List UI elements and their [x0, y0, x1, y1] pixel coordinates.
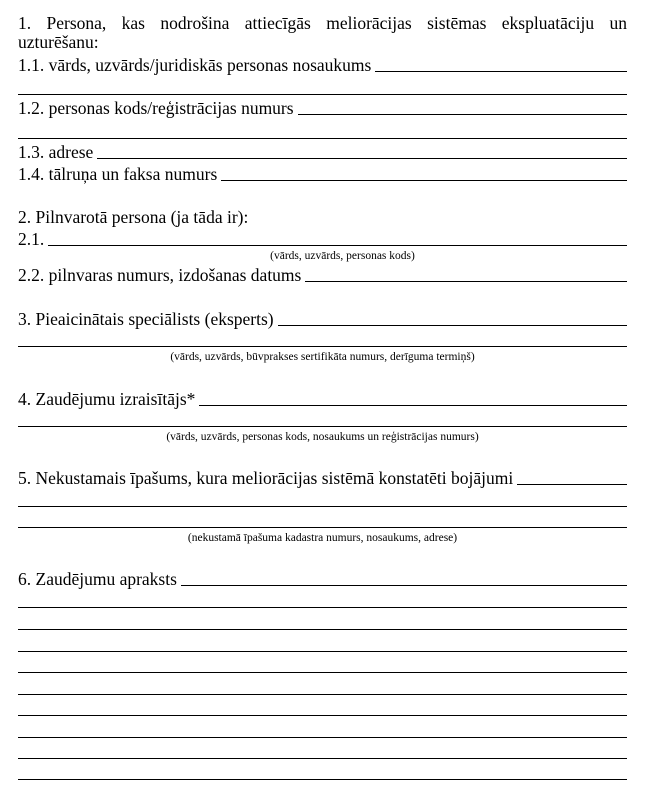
section2-heading: 2. Pilnvarotā persona (ja tāda ir): — [18, 207, 249, 227]
section5-continuation-line-1[interactable] — [18, 506, 627, 507]
field-2-1-label: 2.1. — [18, 229, 45, 249]
section5-continuation-line-2[interactable] — [18, 527, 627, 528]
field-1-2-continuation-line[interactable] — [18, 138, 627, 139]
description-line[interactable] — [18, 629, 627, 630]
description-line[interactable] — [18, 715, 627, 716]
section5-input-line[interactable] — [517, 483, 627, 485]
field-1-3-input-line[interactable] — [97, 157, 627, 159]
section4-input-line[interactable] — [199, 404, 627, 406]
section1-heading-line2-row — [18, 32, 627, 52]
field-1-1-input-line[interactable] — [375, 70, 627, 72]
field-1-1-continuation-line[interactable] — [18, 94, 627, 95]
section4-caption: (vārds, uzvārds, personas kods, nosaukums un reģistrācijas numurs) — [166, 431, 479, 443]
section1-heading-line2: uzturēšanu: — [18, 32, 99, 52]
section4-row — [18, 389, 627, 409]
field-2-2-input-line[interactable] — [305, 280, 627, 282]
section3-row — [18, 309, 627, 329]
section3-continuation-line[interactable] — [18, 346, 627, 347]
section6-row — [18, 569, 627, 589]
description-line[interactable] — [18, 672, 627, 673]
section5-row — [18, 468, 627, 488]
description-line[interactable] — [18, 779, 627, 780]
description-line[interactable] — [18, 694, 627, 695]
description-line[interactable] — [18, 607, 627, 608]
field-1-4-row — [18, 164, 627, 184]
field-1-3-row — [18, 142, 627, 162]
field-1-1-label: 1.1. vārds, uzvārds/juridiskās personas nosaukums — [18, 55, 372, 75]
field-1-2-label: 1.2. personas kods/reģistrācijas numurs — [18, 98, 294, 118]
section1-heading-line1: 1. Persona, kas nodrošina attiecīgās meliorācijas sistēmas ekspluatāciju un — [18, 13, 627, 33]
field-2-2-row — [18, 265, 627, 285]
description-line[interactable] — [18, 737, 627, 738]
section6-input-line[interactable] — [181, 584, 627, 586]
field-1-3-label: 1.3. adrese — [18, 142, 94, 162]
field-2-2-label: 2.2. pilnvaras numurs, izdošanas datums — [18, 265, 302, 285]
section5-label: 5. Nekustamais īpašums, kura meliorācijas sistēmā konstatēti bojājumi — [18, 468, 514, 488]
field-2-1-caption: (vārds, uzvārds, personas kods) — [270, 250, 415, 262]
field-1-2-input-line[interactable] — [298, 113, 627, 115]
field-1-4-input-line[interactable] — [221, 179, 627, 181]
field-1-1-row — [18, 55, 627, 75]
section6-label: 6. Zaudējumu apraksts — [18, 569, 177, 589]
section4-label: 4. Zaudējumu izraisītājs* — [18, 389, 196, 409]
section3-input-line[interactable] — [278, 324, 627, 326]
field-1-4-label: 1.4. tālruņa un faksa numurs — [18, 164, 218, 184]
section4-continuation-line[interactable] — [18, 426, 627, 427]
section5-caption: (nekustamā īpašuma kadastra numurs, nosaukums, adrese) — [187, 532, 458, 544]
section3-label: 3. Pieaicinātais speciālists (eksperts) — [18, 309, 274, 329]
section2-heading-row — [18, 207, 627, 227]
field-2-1-input-line[interactable] — [48, 244, 627, 246]
description-line[interactable] — [18, 758, 627, 759]
field-2-1-row — [18, 229, 627, 249]
field-1-2-row — [18, 98, 627, 118]
section3-caption: (vārds, uzvārds, būvprakses sertifikāta numurs, derīguma termiņš) — [170, 351, 475, 363]
description-line[interactable] — [18, 651, 627, 652]
